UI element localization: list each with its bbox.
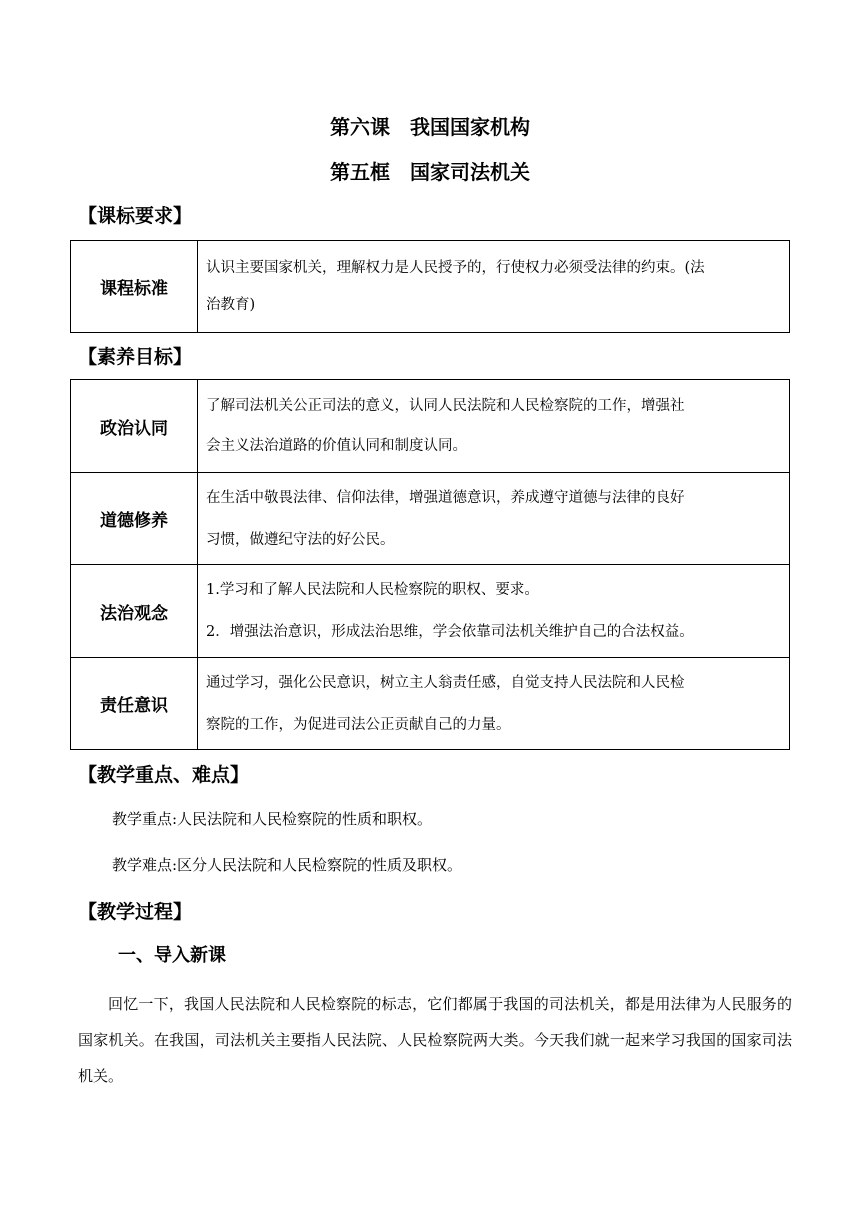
literacy-row-content [198,380,790,473]
frame-title: 第五框 国家司法机关 [330,160,530,184]
curriculum-row-label: 课程标准 [71,241,198,333]
literacy-line: 在生活中敬畏法律、信仰法律，增强道德意识，养成遵守道德与法律的良好 [206,489,685,506]
literacy-line: 了解司法机关公正司法的意义，认同人民法院和人民检察院的工作，增强社 [206,398,685,414]
literacy-row [71,380,790,473]
literacy-row [71,473,790,565]
literacy-line: 通过学习，强化公民意识，树立主人翁责任感，自觉支持人民法院和人民检 [206,674,685,691]
literacy-row-content [198,473,790,565]
literacy-line: 1.学习和了解人民法院和人民检察院的职权、要求。 [206,582,539,598]
literacy-row-label: 法治观念 [71,565,198,658]
curriculum-table [70,240,790,333]
teaching-difficulty: 教学难点:区分人民法院和人民检察院的性质及职权。 [112,856,463,874]
process-heading: 【教学过程】 [78,901,193,923]
literacy-line: 会主义法治道路的价值认同和制度认同。 [206,438,467,454]
literacy-row-label: 道德修养 [71,473,198,565]
curriculum-line: 认识主要国家机关，理解权力是人民授予的，行使权力必须受法律的约束。(法 [206,259,705,276]
literacy-row-content [198,565,790,658]
literacy-table [70,379,790,750]
intro-section-text: 回忆一下，我国人民法院和人民检察院的标志，它们都属于我国的司法机关，都是用法律为人民服务的国家机关。在我国，司法机关主要指人民法院、人民检察院两大类。今天我们就一起来学习我国的国家司法机关。 [78,995,792,1085]
intro-section-title: 一、导入新课 [118,945,226,966]
teaching-focus: 教学重点:人民法院和人民检察院的性质和职权。 [112,810,433,828]
literacy-row-content [198,658,790,750]
lesson-title: 第六课 我国国家机构 [330,115,530,139]
literacy-line: 2．增强法治意识，形成法治思维，学会依靠司法机关维护自己的合法权益。 [206,624,694,640]
literacy-row-label: 责任意识 [71,658,198,750]
curriculum-row-content [198,241,790,333]
curriculum-row [71,241,790,333]
literacy-line: 察院的工作，为促进司法公正贡献自己的力量。 [206,716,511,733]
literacy-line: 习惯，做遵纪守法的好公民。 [206,531,395,548]
literacy-heading: 【素养目标】 [78,346,193,368]
literacy-row [71,658,790,750]
curriculum-line: 治教育) [206,296,256,313]
literacy-row [71,565,790,658]
literacy-row-label: 政治认同 [71,380,198,473]
curriculum-heading: 【课标要求】 [78,205,193,227]
key-points-heading: 【教学重点、难点】 [78,764,250,786]
